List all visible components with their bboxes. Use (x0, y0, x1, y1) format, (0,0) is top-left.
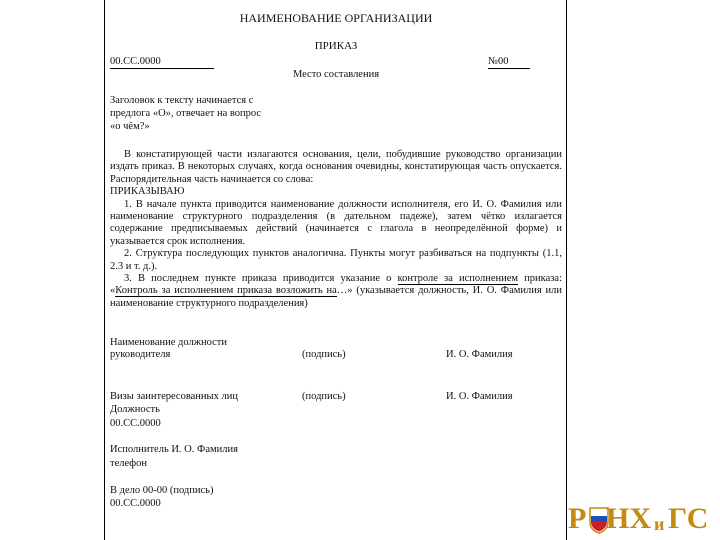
order-word: ПРИКАЗЫВАЮ (110, 186, 185, 198)
intro-paragraph: В констатирующей части излагаются основания, цели, побудившие руководство организации издать приказ. В некоторых случаях, когда основания очевидны, констатирующая часть опускается. Распорядительная часть начинается со слова: (110, 149, 562, 185)
doc-number: №00 (488, 56, 530, 69)
logo-letter-r: Р (568, 502, 587, 535)
name-1: И. О. Фамилия (446, 349, 513, 360)
item-1: 1. В начале пункта приводится наименование должности исполнителя, его И. О. Фамилия или наименование структурного подразделения (в дательном падеже), затем чётко излагается содержание предписываемых действий (начинается с глагола в неопределённой форме) и указывается срок исполнения. (110, 198, 562, 247)
item-3 (110, 273, 562, 310)
org-name: НАИМЕНОВАНИЕ ОРГАНИЗАЦИИ (239, 11, 433, 25)
body-text (110, 149, 562, 310)
doc-type: ПРИКАЗ (314, 40, 358, 52)
item-3-control-link: контроле за исполнением (397, 273, 519, 285)
title-note-line-3: «о чём?» (110, 121, 150, 132)
signature-2: (подпись) (302, 391, 346, 402)
item-3-end: …» (указывается должность, И. О. Фамилия или наименование структурного подразделения) (110, 285, 562, 309)
item-2: 2. Структура последующих пунктов аналогична. Пункты могут разбиваться на подпункты (1.1, 2.3 и т. д.). (110, 248, 562, 272)
right-border-line (566, 0, 567, 540)
visas-label: Визы заинтересованных лиц (110, 391, 238, 402)
ranepa-logo (566, 492, 720, 540)
logo-letter-i: и (654, 514, 665, 534)
logo-letters-gs: ГС (668, 502, 709, 535)
place-of-issue: Место составления (292, 69, 380, 80)
position-line-2: руководителя (110, 349, 171, 360)
date-3: 00.СС.0000 (110, 498, 161, 509)
position-2: Должность (110, 404, 160, 415)
left-border-line (104, 0, 105, 540)
item-3-quote: Контроль за исполнением приказа возложить на (115, 285, 337, 297)
logo-letters-nkh: НХ (606, 502, 651, 535)
name-2: И. О. Фамилия (446, 391, 513, 402)
doc-date: 00.СС.0000 (110, 56, 214, 69)
position-line-1: Наименование должности (110, 337, 227, 348)
signature-1: (подпись) (302, 349, 346, 360)
executor: Исполнитель И. О. Фамилия (110, 444, 238, 455)
title-note-line-1: Заголовок к тексту начинается с (110, 95, 254, 106)
phone: телефон (110, 458, 147, 469)
title-note-line-2: предлога «О», отвечает на вопрос (110, 108, 262, 119)
date-2: 00.СС.0000 (110, 418, 161, 429)
item-3-start: 3. В последнем пункте приказа приводится указание о (124, 273, 398, 285)
to-file: В дело 00-00 (подпись) (110, 485, 214, 496)
item-3-mid: приказа: « (110, 273, 562, 297)
